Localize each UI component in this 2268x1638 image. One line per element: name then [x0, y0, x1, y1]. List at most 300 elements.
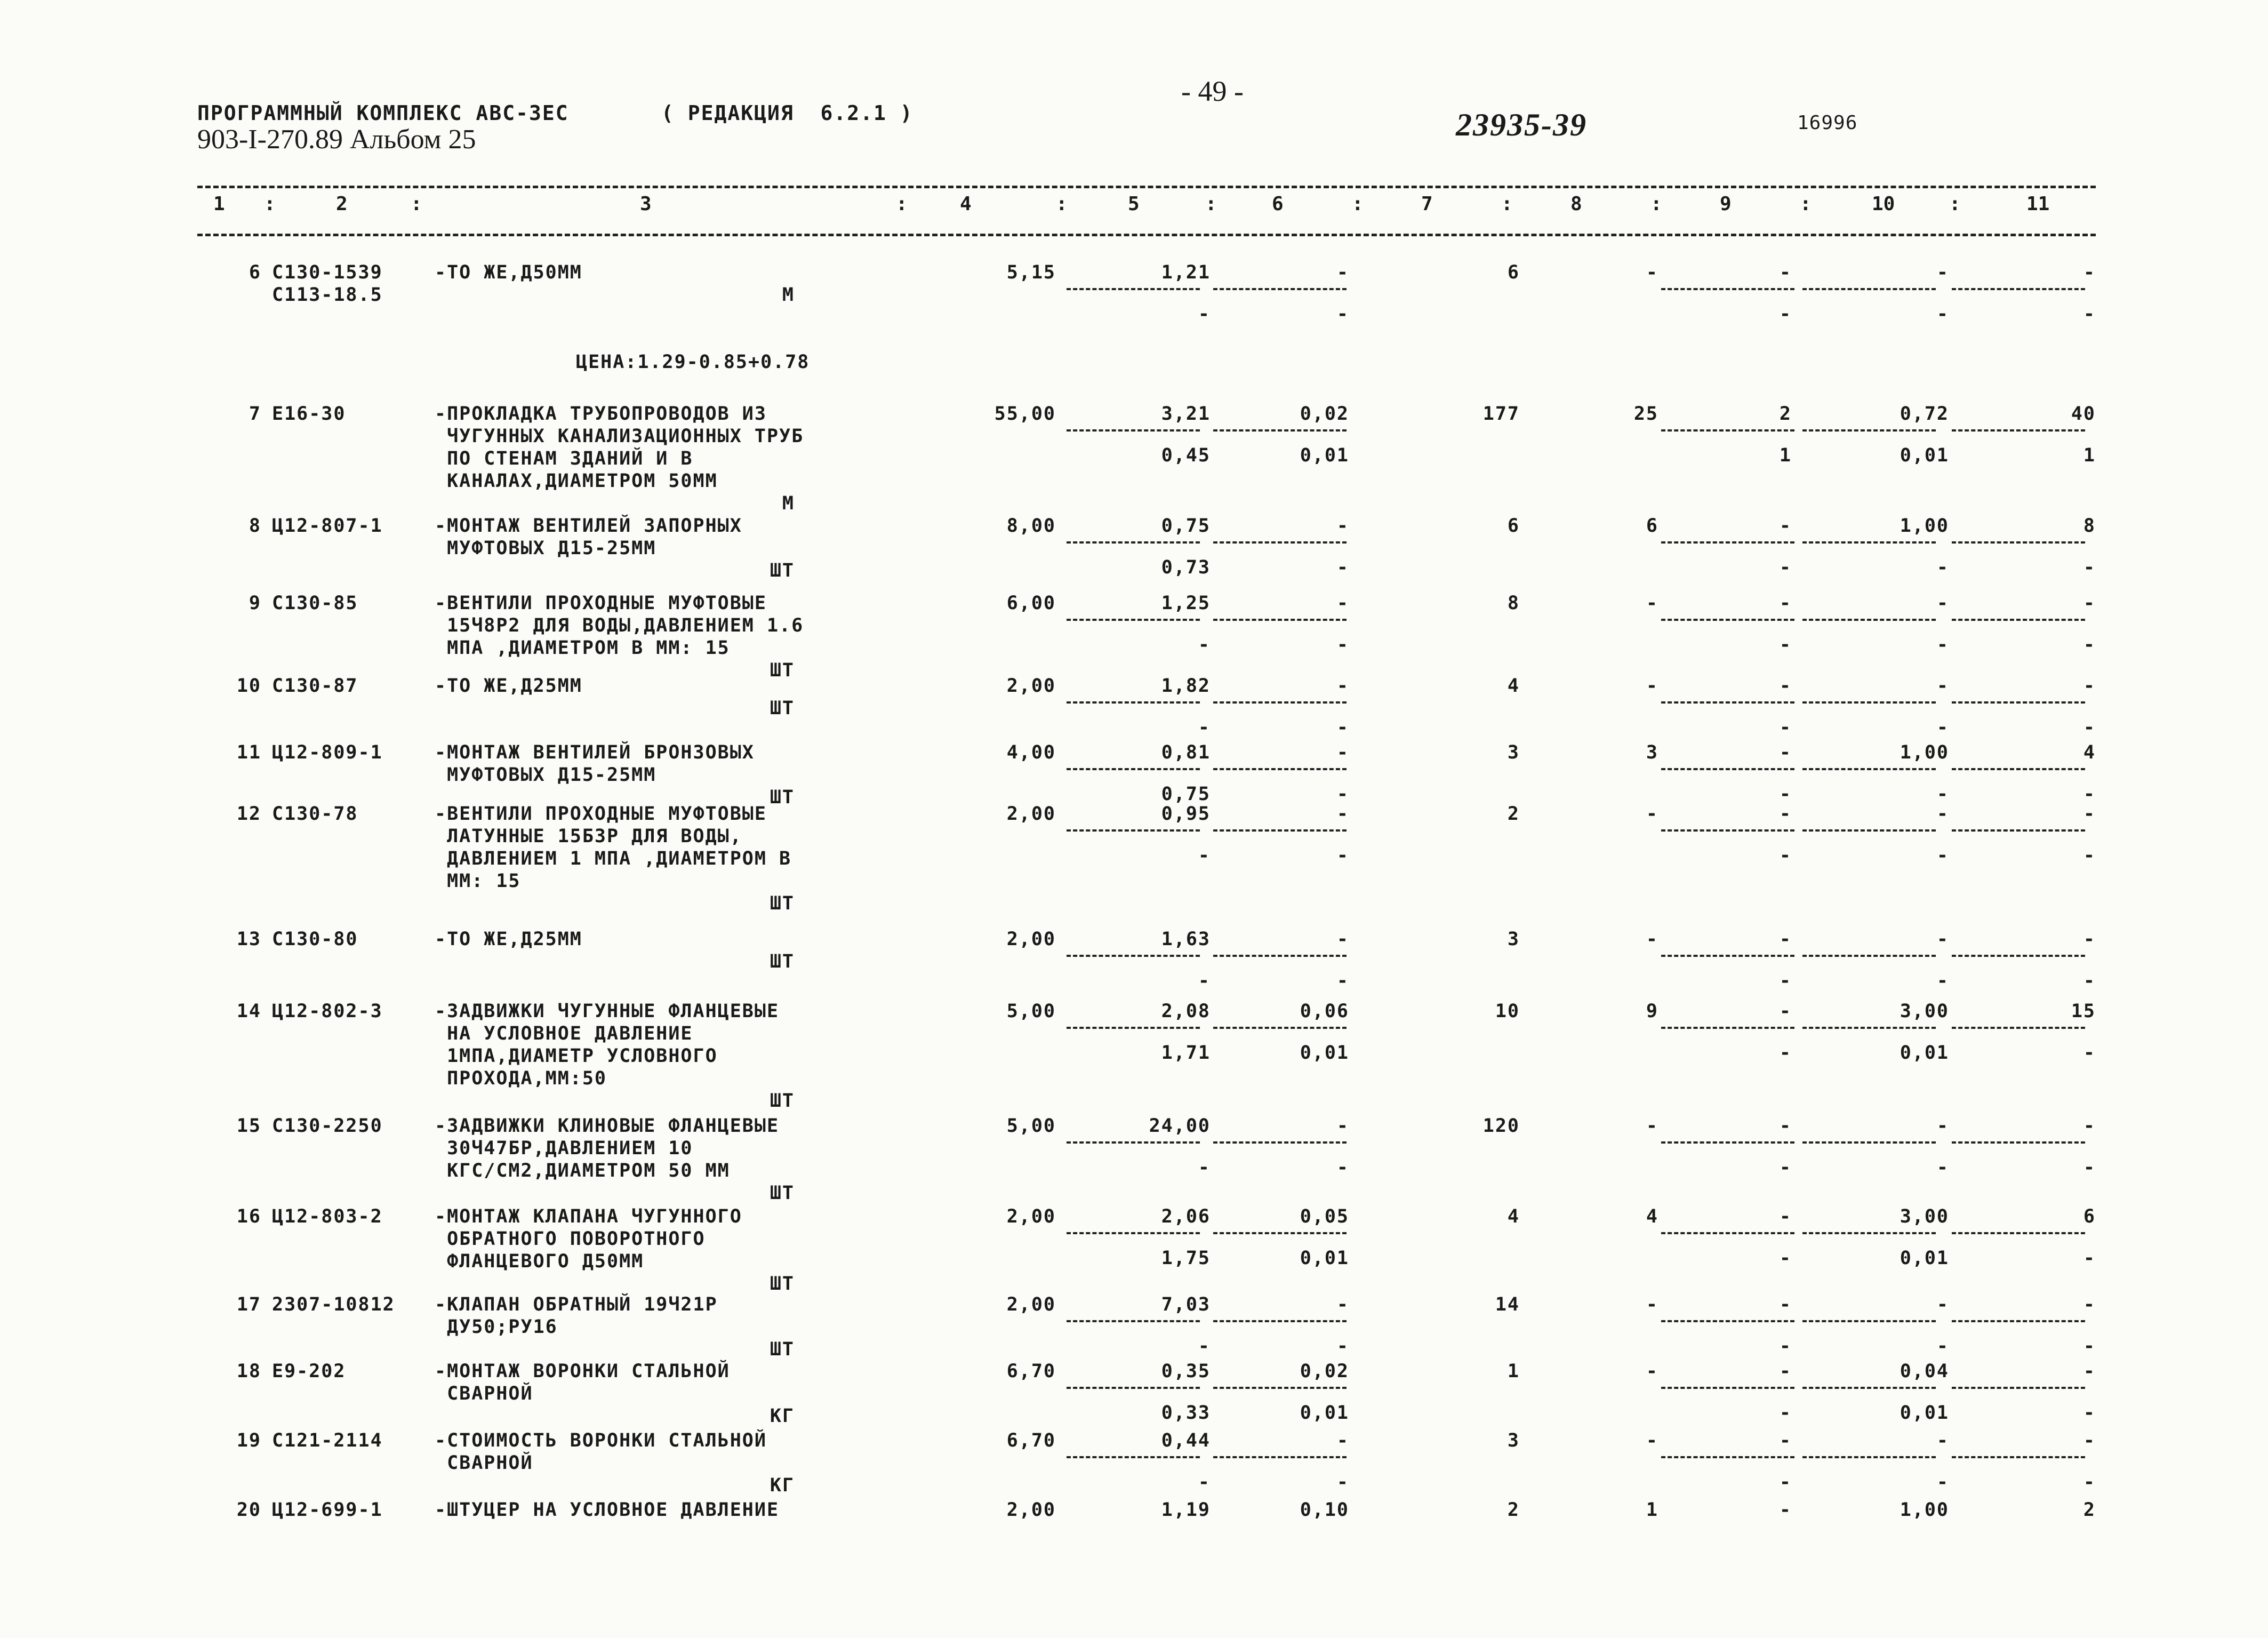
row-description: -ВЕНТИЛИ ПРОХОДНЫЕ МУФТОВЫЕ 15Ч8Р2 ДЛЯ ВОДЫ,ДАВЛЕНИЕМ 1.6 МПА ,ДИАМЕТРОМ В ММ: 15 [435, 593, 804, 659]
row-value-c11: - [2083, 262, 2096, 283]
column-number-5: 5 [1128, 193, 1140, 215]
row-value-c11: - [2083, 803, 2096, 825]
row-value-c6: 0,02 [1300, 1361, 1349, 1382]
cell-divider [1802, 701, 1936, 704]
row-code: С121-2114 [272, 1430, 383, 1451]
row-unit: КГ [770, 1405, 795, 1427]
row-code: Ц12-807-1 [272, 515, 383, 537]
row-number: 14 [236, 1001, 261, 1022]
row-code: С130-2250 [272, 1115, 383, 1137]
cell-divider [1952, 288, 2085, 290]
row-number: 19 [236, 1430, 261, 1451]
row-subvalue-c11: - [2083, 1042, 2096, 1064]
row-value-c7: 120 [1482, 1115, 1520, 1137]
row-subvalue-c10: - [1936, 1472, 1949, 1493]
row-number: 16 [236, 1206, 261, 1227]
row-value-c8: - [1646, 1361, 1658, 1382]
row-description: -ПРОКЛАДКА ТРУБОПРОВОДОВ ИЗ ЧУГУННЫХ КАНАЛИЗАЦИОННЫХ ТРУБ ПО СТЕНАМ ЗДАНИЙ И В КАНАЛАХ,ДИАМЕТРОМ 50ММ [435, 403, 804, 492]
row-unit: ШТ [770, 1090, 795, 1112]
column-separator: : [411, 193, 422, 215]
row-value-c8: - [1646, 262, 1658, 283]
row-number: 8 [249, 515, 261, 537]
cell-divider [1213, 429, 1347, 432]
row-subvalue-c10: - [1936, 1157, 1949, 1178]
row-subvalue-c10: 0,01 [1900, 1248, 1949, 1269]
row-value-c6: - [1336, 1430, 1349, 1451]
row-value-c7: 3 [1507, 929, 1520, 950]
row-unit: ШТ [770, 1182, 795, 1204]
row-subvalue-c10: 0,01 [1900, 445, 1949, 466]
row-value-c11: 40 [2071, 403, 2096, 425]
row-value-c11: - [2083, 1430, 2096, 1451]
row-quantity: 2,00 [1006, 1499, 1056, 1521]
cell-divider [1067, 768, 1200, 770]
row-value-c10: - [1936, 593, 1949, 614]
row-value-c6: - [1336, 262, 1349, 283]
cell-divider [1802, 619, 1936, 621]
cell-divider [1661, 1456, 1794, 1458]
row-subvalue-c11: - [2083, 1472, 2096, 1493]
cell-divider [1213, 1232, 1347, 1234]
cell-divider [1661, 541, 1794, 544]
row-number: 13 [236, 929, 261, 950]
row-subvalue-c9: - [1779, 634, 1792, 656]
row-value-c8: 4 [1646, 1206, 1658, 1227]
row-value-c7: 4 [1507, 1206, 1520, 1227]
row-value-c10: - [1936, 803, 1949, 825]
cell-divider [1802, 1320, 1936, 1322]
row-code: Ц12-802-3 [272, 1001, 383, 1022]
row-value-c9: - [1779, 742, 1792, 763]
row-value-c10: - [1936, 1115, 1949, 1137]
cell-divider [1067, 1456, 1200, 1458]
cell-divider [1213, 1387, 1347, 1389]
row-unit: ШТ [770, 787, 795, 808]
row-value-c9: - [1779, 929, 1792, 950]
row-value-c8: 25 [1633, 403, 1658, 425]
row-value-c6: - [1336, 929, 1349, 950]
row-code: С130-80 [272, 929, 358, 950]
row-value-c5: 24,00 [1149, 1115, 1211, 1137]
row-number: 7 [249, 403, 261, 425]
row-value-c9: - [1779, 803, 1792, 825]
row-subvalue-c10: 0,01 [1900, 1042, 1949, 1064]
row-subvalue-c5: - [1198, 303, 1211, 325]
row-value-c9: - [1779, 1499, 1792, 1521]
row-value-c11: - [2083, 1361, 2096, 1382]
row-unit: ШТ [770, 893, 795, 914]
cell-divider [1952, 955, 2085, 957]
row-code: С130-85 [272, 593, 358, 614]
row-value-c8: 1 [1646, 1499, 1658, 1521]
row-value-c9: - [1779, 593, 1792, 614]
cell-divider [1661, 955, 1794, 957]
row-value-c11: 6 [2083, 1206, 2096, 1227]
cell-divider [1661, 619, 1794, 621]
row-subvalue-c9: - [1779, 1248, 1792, 1269]
column-separator: : [1949, 193, 1961, 215]
cell-divider [1952, 1141, 2085, 1144]
page-number: - 49 - [1181, 75, 1244, 107]
cell-divider [1067, 1141, 1200, 1144]
row-value-c9: - [1779, 1294, 1792, 1315]
row-unit: ШТ [770, 1339, 795, 1360]
row-code: 2307-10812 [272, 1294, 395, 1315]
cell-divider [1952, 541, 2085, 544]
row-value-c6: - [1336, 1115, 1349, 1137]
cell-divider [1213, 619, 1347, 621]
column-separator: : [1800, 193, 1812, 215]
row-subvalue-c9: - [1779, 1042, 1792, 1064]
row-quantity: 5,00 [1006, 1115, 1056, 1137]
row-subvalue-c9: - [1779, 717, 1792, 738]
row-code: Ц12-809-1 [272, 742, 383, 763]
cell-divider [1952, 1387, 2085, 1389]
row-subvalue-c6: 0,01 [1300, 445, 1349, 466]
row-subvalue-c9: - [1779, 1157, 1792, 1178]
row-subvalue-c5: 1,75 [1161, 1248, 1211, 1269]
row-value-c11: 4 [2083, 742, 2096, 763]
row-number: 11 [236, 742, 261, 763]
cell-divider [1802, 429, 1936, 432]
column-number-9: 9 [1720, 193, 1732, 215]
cell-divider [1661, 829, 1794, 832]
row-subvalue-c6: 0,01 [1300, 1042, 1349, 1064]
column-separator: : [1352, 193, 1364, 215]
row-number: 6 [249, 262, 261, 283]
row-description: -МОНТАЖ ВЕНТИЛЕЙ БРОНЗОВЫХ МУФТОВЫХ Д15-25ММ [435, 742, 755, 786]
row-subvalue-c11: - [2083, 717, 2096, 738]
row-description: -ЗАДВИЖКИ ЧУГУННЫЕ ФЛАНЦЕВЫЕ НА УСЛОВНОЕ ДАВЛЕНИЕ 1МПА,ДИАМЕТР УСЛОВНОГО ПРОХОДА,ММ:50 [435, 1001, 780, 1089]
row-subvalue-c9: - [1779, 1336, 1792, 1357]
cell-divider [1213, 288, 1347, 290]
row-quantity: 2,00 [1006, 803, 1056, 825]
row-code: С130-87 [272, 675, 358, 697]
row-value-c10: 1,00 [1900, 515, 1949, 537]
program-title: ПРОГРАММНЫЙ КОМПЛЕКС АВС-ЗЕС [197, 101, 569, 125]
row-value-c8: - [1646, 1115, 1658, 1137]
column-number-6: 6 [1272, 193, 1284, 215]
cell-divider [1661, 1387, 1794, 1389]
row-quantity: 6,70 [1006, 1430, 1056, 1451]
row-subvalue-c9: - [1779, 784, 1792, 805]
row-subvalue-c9: 1 [1779, 445, 1792, 466]
row-subvalue-c11: - [2083, 970, 2096, 992]
row-subvalue-c10: - [1936, 717, 1949, 738]
row-subvalue-c10: - [1936, 1336, 1949, 1357]
row-subvalue-c6: - [1336, 784, 1349, 805]
row-subvalue-c11: - [2083, 634, 2096, 656]
row-code: Ц12-803-2 [272, 1206, 383, 1227]
column-separator: : [1056, 193, 1068, 215]
row-subvalue-c5: - [1198, 1336, 1211, 1357]
row-subvalue-c11: - [2083, 303, 2096, 325]
cell-divider [1952, 768, 2085, 770]
row-value-c5: 3,21 [1161, 403, 1211, 425]
row-number: 9 [249, 593, 261, 614]
row-value-c5: 0,75 [1161, 515, 1211, 537]
row-value-c7: 2 [1507, 1499, 1520, 1521]
row-description: -МОНТАЖ ВЕНТИЛЕЙ ЗАПОРНЫХ МУФТОВЫХ Д15-25ММ [435, 515, 742, 559]
row-code: Е16-30 [272, 403, 346, 425]
row-quantity: 8,00 [1006, 515, 1056, 537]
cell-divider [1213, 541, 1347, 544]
row-subvalue-c6: - [1336, 717, 1349, 738]
album-label: 903-I-270.89 Альбом 25 [197, 124, 476, 155]
row-value-c10: - [1936, 675, 1949, 697]
row-value-c10: - [1936, 262, 1949, 283]
row-description: -МОНТАЖ ВОРОНКИ СТАЛЬНОЙ СВАРНОЙ [435, 1361, 730, 1404]
cell-divider [1067, 955, 1200, 957]
cell-divider [1213, 955, 1347, 957]
row-unit: КГ [770, 1475, 795, 1496]
cell-divider [1802, 955, 1936, 957]
column-number-2: 2 [336, 193, 348, 215]
cell-divider [1067, 701, 1200, 704]
row-subvalue-c6: - [1336, 634, 1349, 656]
row-description: -МОНТАЖ КЛАПАНА ЧУГУННОГО ОБРАТНОГО ПОВОРОТНОГО ФЛАНЦЕВОГО Д50ММ [435, 1206, 742, 1272]
cell-divider [1213, 701, 1347, 704]
row-subvalue-c6: - [1336, 1472, 1349, 1493]
cell-divider [1952, 1456, 2085, 1458]
row-value-c5: 1,25 [1161, 593, 1211, 614]
row-value-c5: 1,63 [1161, 929, 1211, 950]
row-value-c10: - [1936, 929, 1949, 950]
cell-divider [1067, 429, 1200, 432]
cell-divider [1802, 1232, 1936, 1234]
cell-divider [1661, 429, 1794, 432]
row-number: 10 [236, 675, 261, 697]
row-number: 17 [236, 1294, 261, 1315]
cell-divider [1802, 1456, 1936, 1458]
row-description: -ШТУЦЕР НА УСЛОВНОЕ ДАВЛЕНИЕ [435, 1499, 780, 1521]
row-number: 15 [236, 1115, 261, 1137]
row-value-c11: - [2083, 593, 2096, 614]
row-subvalue-c10: - [1936, 970, 1949, 992]
row-quantity: 4,00 [1006, 742, 1056, 763]
cell-divider [1952, 1027, 2085, 1029]
row-code: С130-1539 С113-18.5 [272, 262, 383, 306]
row-description: -ВЕНТИЛИ ПРОХОДНЫЕ МУФТОВЫЕ ЛАТУННЫЕ 15Б3Р ДЛЯ ВОДЫ, ДАВЛЕНИЕМ 1 МПА ,ДИАМЕТРОМ В ММ: 15 [435, 803, 792, 892]
row-subvalue-c10: - [1936, 845, 1949, 866]
column-number-3: 3 [640, 193, 652, 215]
cell-divider [1067, 1232, 1200, 1234]
row-subvalue-c9: - [1779, 1402, 1792, 1424]
row-subvalue-c6: - [1336, 1336, 1349, 1357]
row-value-c11: 2 [2083, 1499, 2096, 1521]
row-value-c8: 6 [1646, 515, 1658, 537]
edition-label: ( РЕДАКЦИЯ 6.2.1 ) [661, 101, 913, 125]
row-value-c11: - [2083, 675, 2096, 697]
row-description: -СТОИМОСТЬ ВОРОНКИ СТАЛЬНОЙ СВАРНОЙ [435, 1430, 767, 1474]
row-value-c9: - [1779, 1206, 1792, 1227]
row-value-c9: - [1779, 515, 1792, 537]
row-value-c10: 3,00 [1900, 1001, 1949, 1022]
cell-divider [1213, 1141, 1347, 1144]
row-value-c5: 0,95 [1161, 803, 1211, 825]
row-subvalue-c5: - [1198, 845, 1211, 866]
row-value-c8: 9 [1646, 1001, 1658, 1022]
row-subvalue-c5: 0,75 [1161, 784, 1211, 805]
row-subvalue-c11: - [2083, 1336, 2096, 1357]
row-value-c7: 4 [1507, 675, 1520, 697]
cell-divider [1213, 768, 1347, 770]
row-subvalue-c5: 0,45 [1161, 445, 1211, 466]
cell-divider [1213, 1320, 1347, 1322]
row-subvalue-c11: - [2083, 1157, 2096, 1178]
document-number: 23935-39 [1456, 107, 1587, 142]
cell-divider [1952, 619, 2085, 621]
column-separator: : [264, 193, 276, 215]
row-subvalue-c9: - [1779, 557, 1792, 578]
row-value-c8: - [1646, 1430, 1658, 1451]
row-code: Ц12-699-1 [272, 1499, 383, 1521]
row-unit: М [782, 493, 795, 514]
row-value-c9: - [1779, 262, 1792, 283]
cell-divider [1802, 288, 1936, 290]
cell-divider [1661, 1027, 1794, 1029]
row-value-c11: - [2083, 1294, 2096, 1315]
row-value-c11: - [2083, 929, 2096, 950]
cell-divider [1802, 768, 1936, 770]
row-subvalue-c5: - [1198, 634, 1211, 656]
column-separator: : [1501, 193, 1513, 215]
row-value-c6: - [1336, 515, 1349, 537]
row-subvalue-c11: - [2083, 557, 2096, 578]
row-value-c5: 2,06 [1161, 1206, 1211, 1227]
row-value-c8: - [1646, 675, 1658, 697]
cell-divider [1067, 1320, 1200, 1322]
row-subvalue-c9: - [1779, 970, 1792, 992]
row-value-c5: 2,08 [1161, 1001, 1211, 1022]
row-value-c7: 177 [1482, 403, 1520, 425]
row-value-c7: 1 [1507, 1361, 1520, 1382]
column-number-1: 1 [213, 193, 225, 215]
row-description: -ТО ЖЕ,Д25ММ [435, 675, 582, 697]
column-separator: : [1205, 193, 1217, 215]
row-value-c9: - [1779, 1361, 1792, 1382]
row-value-c5: 0,35 [1161, 1361, 1211, 1382]
cell-divider [1952, 1320, 2085, 1322]
cell-divider [1802, 1027, 1936, 1029]
row-quantity: 5,15 [1006, 262, 1056, 283]
cell-divider [1213, 1456, 1347, 1458]
row-value-c6: - [1336, 1294, 1349, 1315]
row-value-c9: - [1779, 1001, 1792, 1022]
row-subvalue-c10: - [1936, 557, 1949, 578]
row-subvalue-c11: - [2083, 784, 2096, 805]
column-number-10: 10 [1872, 193, 1895, 215]
row-subvalue-c11: - [2083, 1248, 2096, 1269]
row-quantity: 2,00 [1006, 929, 1056, 950]
row-quantity: 6,00 [1006, 593, 1056, 614]
cell-divider [1952, 1232, 2085, 1234]
row-subvalue-c6: - [1336, 1157, 1349, 1178]
row-value-c10: - [1936, 1294, 1949, 1315]
row-description: -КЛАПАН ОБРАТНЫЙ 19Ч21Р ДУ50;РУ16 [435, 1294, 718, 1338]
row-subvalue-c5: - [1198, 970, 1211, 992]
row-value-c10: 0,04 [1900, 1361, 1949, 1382]
row-value-c10: 3,00 [1900, 1206, 1949, 1227]
column-separator: : [896, 193, 908, 215]
row-value-c5: 7,03 [1161, 1294, 1211, 1315]
row-value-c5: 0,44 [1161, 1430, 1211, 1451]
row-subvalue-c11: - [2083, 1402, 2096, 1424]
row-description: -ТО ЖЕ,Д50ММ [435, 262, 582, 283]
row-unit: ШТ [770, 660, 795, 681]
row-value-c6: 0,10 [1300, 1499, 1349, 1521]
row-subvalue-c5: - [1198, 1472, 1211, 1493]
row-description: -ТО ЖЕ,Д25ММ [435, 929, 582, 950]
cell-divider [1067, 829, 1200, 832]
cell-divider [1661, 701, 1794, 704]
row-code: Е9-202 [272, 1361, 346, 1382]
sheet-code: 16996 [1797, 112, 1858, 134]
row-subvalue-c5: 1,71 [1161, 1042, 1211, 1064]
row-value-c7: 2 [1507, 803, 1520, 825]
row-value-c7: 3 [1507, 742, 1520, 763]
row-quantity: 55,00 [994, 403, 1056, 425]
row-value-c9: - [1779, 1430, 1792, 1451]
row-subvalue-c10: - [1936, 634, 1949, 656]
cell-divider [1067, 541, 1200, 544]
row-value-c7: 3 [1507, 1430, 1520, 1451]
row-quantity: 2,00 [1006, 1294, 1056, 1315]
cell-divider [1067, 619, 1200, 621]
row-subvalue-c6: - [1336, 557, 1349, 578]
row-value-c10: 0,72 [1900, 403, 1949, 425]
row-description: -ЗАДВИЖКИ КЛИНОВЫЕ ФЛАНЦЕВЫЕ 30Ч47БР,ДАВЛЕНИЕМ 10 КГС/СМ2,ДИАМЕТРОМ 50 ММ [435, 1115, 780, 1181]
cell-divider [1067, 1387, 1200, 1389]
row-value-c10: - [1936, 1430, 1949, 1451]
row-number: 20 [236, 1499, 261, 1521]
row-subvalue-c9: - [1779, 1472, 1792, 1493]
row-value-c7: 10 [1495, 1001, 1520, 1022]
row-value-c5: 1,82 [1161, 675, 1211, 697]
row-subvalue-c10: - [1936, 303, 1949, 325]
row-number: 12 [236, 803, 261, 825]
column-number-11: 11 [2026, 193, 2050, 215]
row-value-c5: 0,81 [1161, 742, 1211, 763]
cell-divider [1802, 1387, 1936, 1389]
row-subvalue-c6: 0,01 [1300, 1248, 1349, 1269]
row-value-c8: - [1646, 593, 1658, 614]
cell-divider [1213, 1027, 1347, 1029]
row-value-c6: - [1336, 593, 1349, 614]
row-subvalue-c9: - [1779, 845, 1792, 866]
cell-divider [1952, 829, 2085, 832]
row-value-c7: 14 [1495, 1294, 1520, 1315]
cell-divider [1802, 1141, 1936, 1144]
cell-divider [1213, 829, 1347, 832]
row-subvalue-c6: - [1336, 845, 1349, 866]
row-subvalue-c5: 0,33 [1161, 1402, 1211, 1424]
cell-divider [1661, 1232, 1794, 1234]
row-value-c6: 0,02 [1300, 403, 1349, 425]
column-number-7: 7 [1421, 193, 1433, 215]
row-unit: ШТ [770, 951, 795, 972]
row-subvalue-c6: 0,01 [1300, 1402, 1349, 1424]
row-value-c7: 8 [1507, 593, 1520, 614]
row-value-c9: 2 [1779, 403, 1792, 425]
cell-divider [1952, 701, 2085, 704]
row-value-c5: 1,21 [1161, 262, 1211, 283]
row-value-c10: 1,00 [1900, 742, 1949, 763]
row-number: 18 [236, 1361, 261, 1382]
row-subvalue-c6: - [1336, 303, 1349, 325]
row-value-c6: 0,05 [1300, 1206, 1349, 1227]
cell-divider [1802, 541, 1936, 544]
